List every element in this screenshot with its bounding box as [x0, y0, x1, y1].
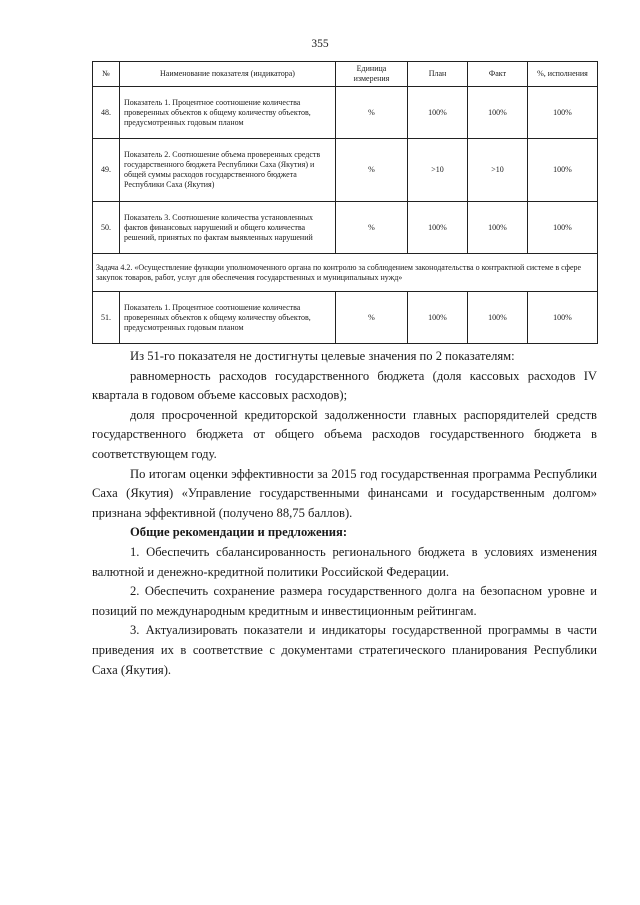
body-text [92, 347, 597, 680]
recommendation: 2. Обеспечить сохранение размера государственного долга на безопасном уровне и позиций по международным кредитным и инвестиционным рейтингам. [92, 584, 597, 618]
indicators-table [92, 61, 598, 344]
row-plan: 100% [408, 87, 468, 139]
row-num: 50. [93, 202, 120, 254]
row-unit: % [336, 202, 408, 254]
row-fact: 100% [468, 202, 528, 254]
row-unit: % [336, 87, 408, 139]
table-row [93, 292, 598, 344]
header-num: № [93, 62, 120, 87]
row-name: Показатель 3. Соотношение количества установленных фактов финансовых нарушений и общего количества решений, принятых по фактам выявленных нарушений [120, 202, 336, 254]
header-name: Наименование показателя (индикатора) [120, 62, 336, 87]
row-plan: 100% [408, 202, 468, 254]
header-plan: План [408, 62, 468, 87]
task-row [93, 254, 598, 292]
page-number: 355 [311, 38, 329, 50]
paragraph: Из 51-го показателя не достигнуты целевые значения по 2 показателям: [130, 349, 515, 363]
row-num: 49. [93, 139, 120, 202]
row-name: Показатель 1. Процентное соотношение количества проверенных объектов к общему количеству объектов, предусмотренных годовым планом [120, 292, 336, 344]
row-percent: 100% [528, 202, 598, 254]
row-percent: 100% [528, 139, 598, 202]
table-row [93, 139, 598, 202]
table-row [93, 87, 598, 139]
paragraph: По итогам оценки эффективности за 2015 год государственная программа Республики Саха (Якутия) «Управление государственными финансами и государственным долгом» признана эффективной (получено 88,75 баллов). [92, 466, 597, 520]
row-name: Показатель 1. Процентное соотношение количества проверенных объектов к общему количеству объектов, предусмотренных годовым планом [120, 87, 336, 139]
section-heading: Общие рекомендации и предложения: [130, 525, 348, 540]
header-percent: %, исполнения [528, 62, 598, 87]
row-fact: 100% [468, 87, 528, 139]
row-fact: 100% [468, 292, 528, 344]
row-fact: >10 [468, 139, 528, 202]
row-plan: 100% [408, 292, 468, 344]
row-plan: >10 [408, 139, 468, 202]
row-name: Показатель 2. Соотношение объема проверенных средств государственного бюджета Республики Саха (Якутия) и общей суммы расходов государственного бюджета Республики Саха (Якутия) [120, 139, 336, 202]
row-unit: % [336, 139, 408, 202]
row-percent: 100% [528, 87, 598, 139]
header-unit: Единица измерения [336, 62, 408, 87]
paragraph: доля просроченной кредиторской задолженности главных распорядителей средств государственного бюджета от общего объема расходов государственного бюджета в соответствующем году. [92, 407, 597, 461]
row-num: 48. [93, 87, 120, 139]
row-unit: % [336, 292, 408, 344]
row-num: 51. [93, 292, 120, 344]
task-description: Задача 4.2. «Осуществление функции уполномоченного органа по контролю за соблюдением законодательства о контрактной системе в сфере закупок товаров, работ, услуг для обеспечения государственных и муниципальных нужд» [93, 254, 598, 292]
recommendation: 1. Обеспечить сбалансированность регионального бюджета в условиях изменения валютной и денежно-кредитной политики Российской Федерации. [92, 544, 597, 579]
header-fact: Факт [468, 62, 528, 87]
recommendation: 3. Актуализировать показатели и индикаторы государственной программы в части приведения их в соответствие с документами стратегического планирования Республики Саха (Якутия). [92, 623, 597, 677]
paragraph: равномерность расходов государственного бюджета (доля кассовых расходов IV квартала в годовом объеме кассовых расходов); [92, 368, 597, 403]
row-percent: 100% [528, 292, 598, 344]
table-row [93, 202, 598, 254]
table-header-row [93, 62, 598, 87]
